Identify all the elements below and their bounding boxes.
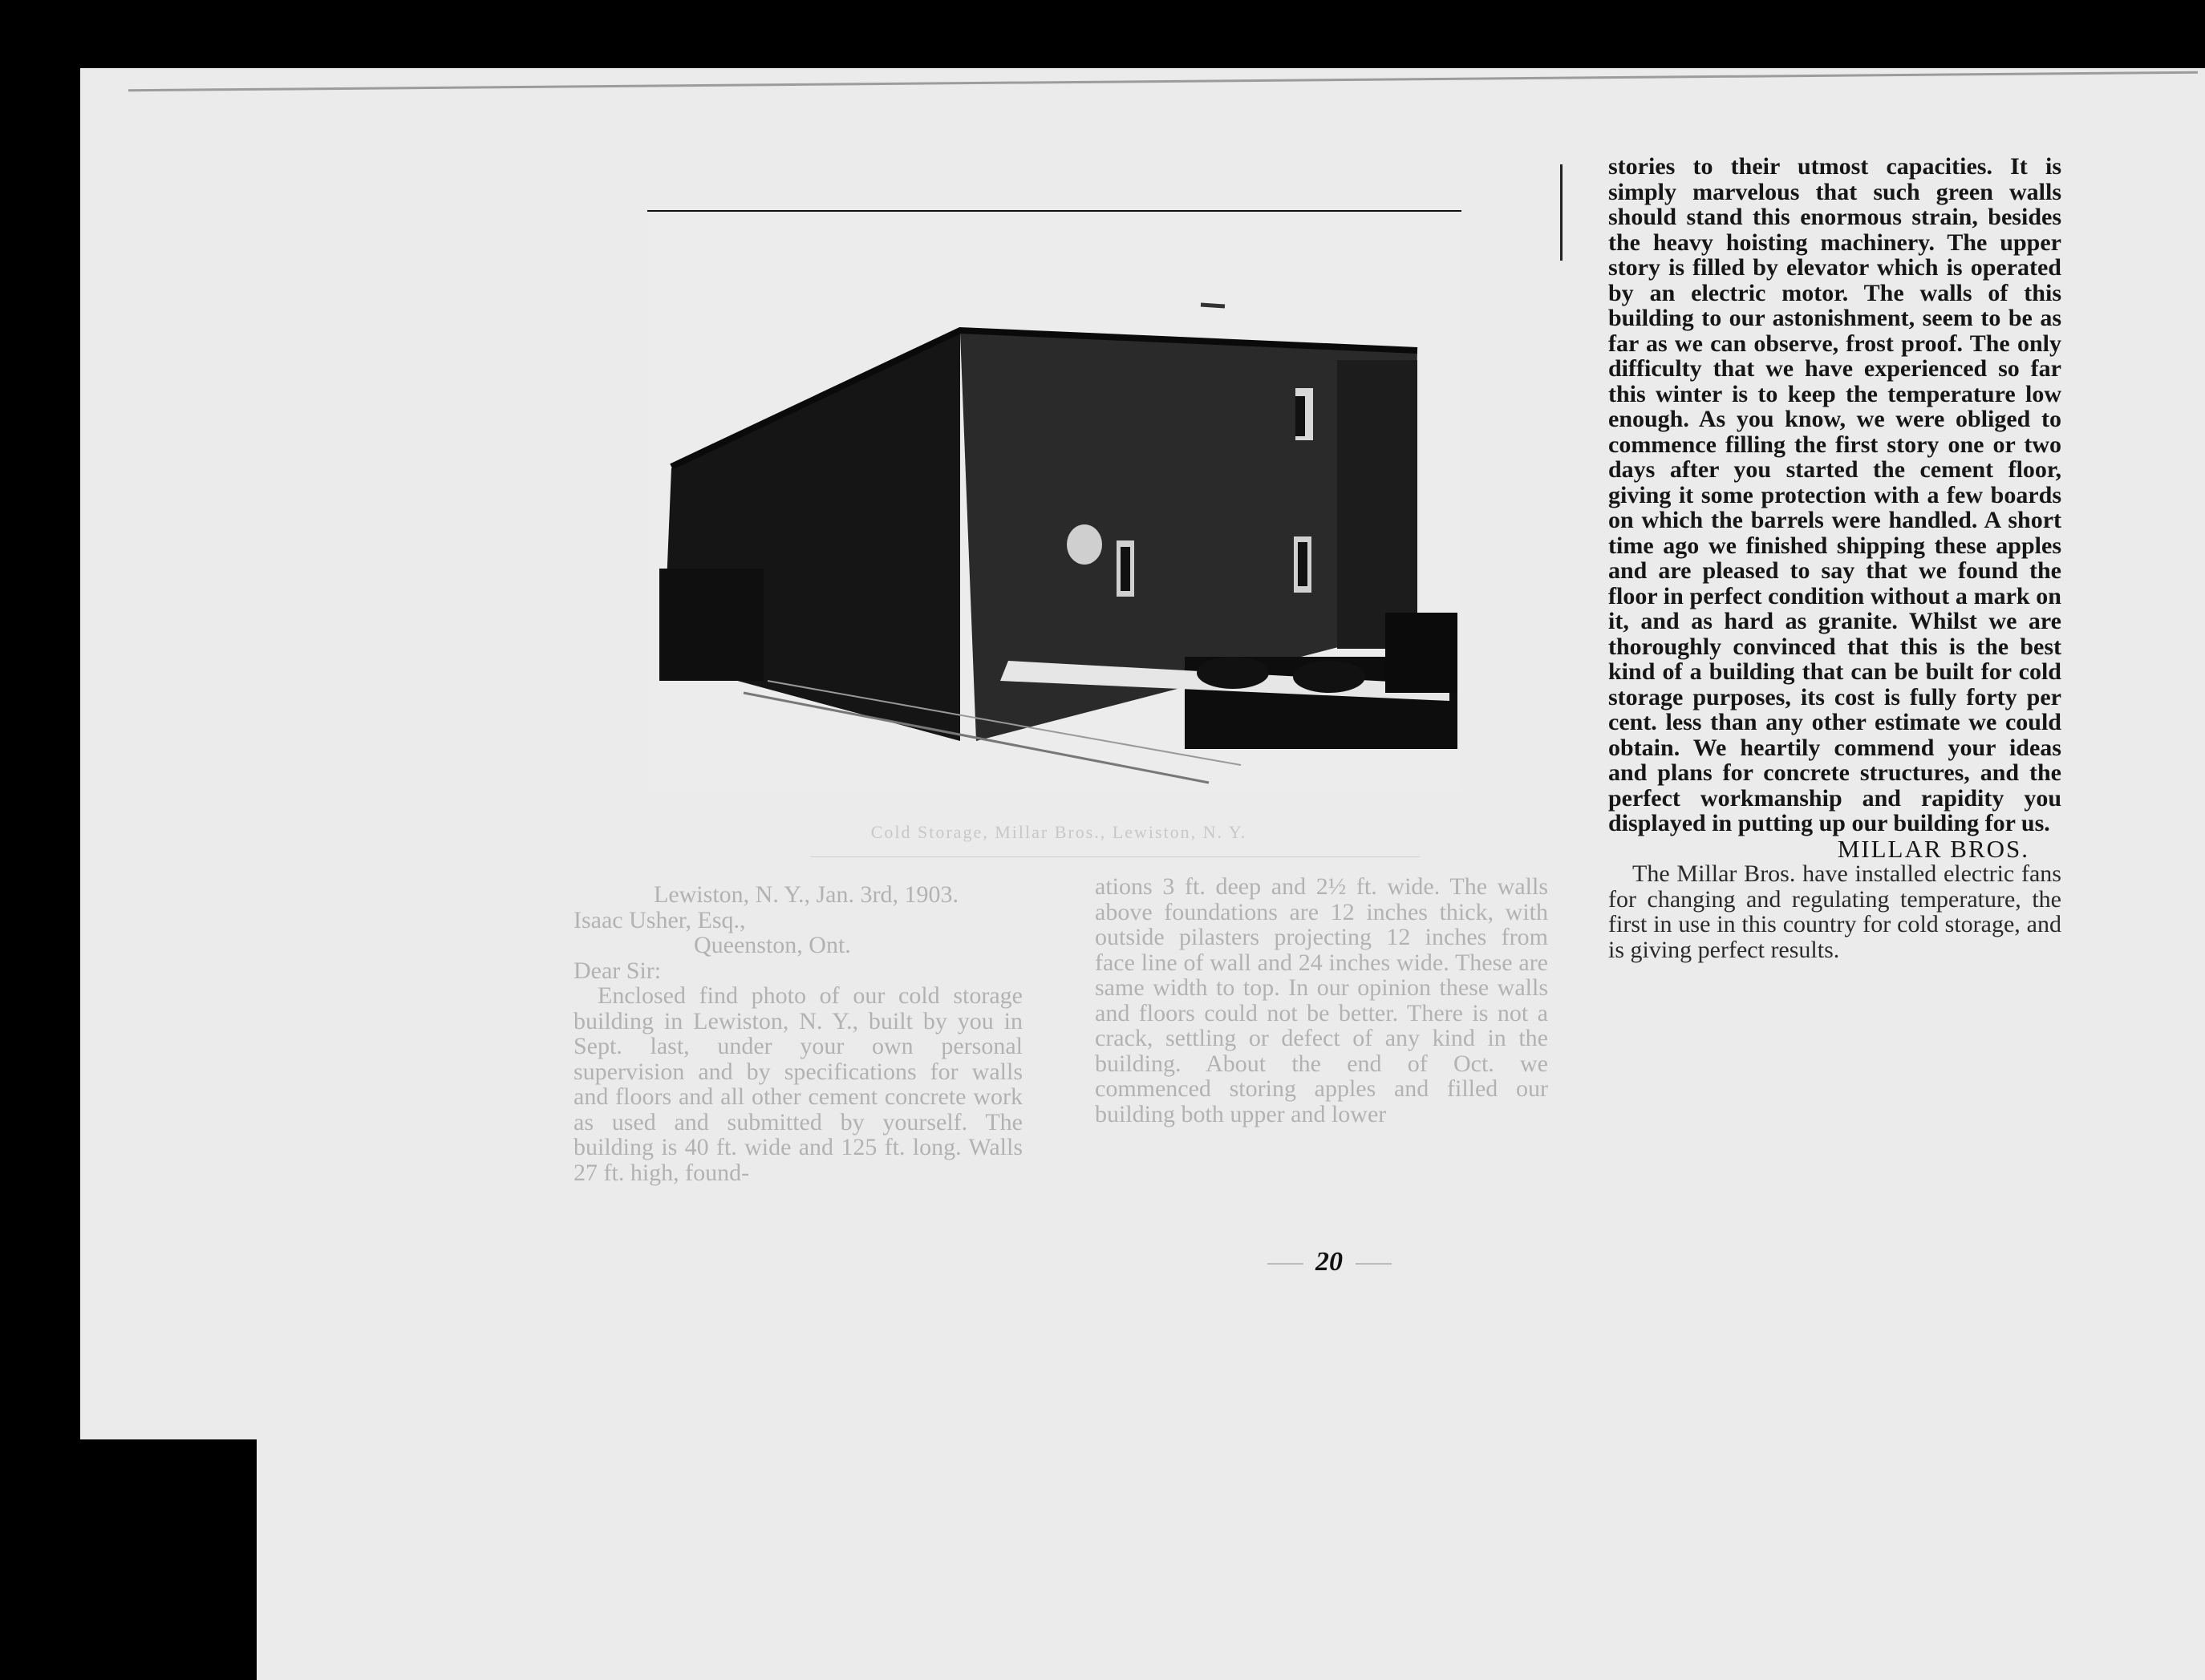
dateline: Lewiston, N. Y., Jan. 3rd, 1903. [654,881,959,908]
letter-body-end: stories to their utmost capacities. It is simply marvelous that such green walls should stand this enormous strain, besides the heavy hoisting machinery. The upper story is filled by elevator which is operated by an electric motor. The walls of this building to our astonishment, seem to be as far as we can observe, frost proof. The only difficulty that we have experienced so far this winter is to keep the temperature low enough. As you know, we were obliged to commence filling the first story one or two days after you started the cement floor, giving it some protection with a few boards on which the barrels were handled. A short time ago we finished shipping these apples and are pleased to say that we found the floor in perfect condition without a mark on it, and as hard as granite. Whilst we are thoroughly convinced that this is the best kind of a building that can be built for cold storage purposes, its cost is fully forty per cent. less than any other estimate we could obtain. We heartily commend your ideas and plans for concrete structures, and the perfect workmanship and rapidity you displayed in putting up our building for us. [1608,153,2061,836]
addressee: Isaac Usher, Esq., [574,906,746,933]
footnote: The Millar Bros. have installed electric fans for changing and regulating temperature, the first in use in this country for cold storage, and is giving perfect results. [1608,860,2061,963]
cold-storage-photo [647,210,1461,793]
letter-body-middle: ations 3 ft. deep and 2½ ft. wide. The walls above foundations are 12 inches thick, with outside pilasters projecting 12 inches from face line of wall and 24 inches wide. These are same width to top. In our opinion these walls and floors could not be better. There is not a crack, settling or defect of any kind in the building. About the end of Oct. we commenced storing apples and filled our building both upper and lower [1095,873,1548,1127]
page-number-rule-left [1267,1263,1303,1265]
salutation: Dear Sir: [574,957,662,984]
letter-body-start: Enclosed find photo of our cold storage building in Lewiston, N. Y., built by you in Sept. last, under your own personal supervision and by specifications for walls and floors and all other cement concrete work as used and submitted by yourself. The building is 40 ft. wide and 125 ft. long. Walls 27 ft. high, found- [574,982,1023,1186]
scanned-page-lower [257,1439,2205,1680]
photo-caption: Cold Storage, Millar Bros., Lewiston, N. Y. [870,822,1247,842]
middle-column [1095,874,1548,1127]
left-column [574,882,1023,1185]
column-divider [1560,164,1563,261]
caption-rule [810,856,1420,857]
right-column [1608,154,2061,962]
page-number-rule-right [1356,1263,1392,1265]
place: Queenston, Ont. [694,932,851,958]
signature: MILLAR BROS. [1837,834,2029,863]
page-number: 20 [1315,1247,1343,1277]
